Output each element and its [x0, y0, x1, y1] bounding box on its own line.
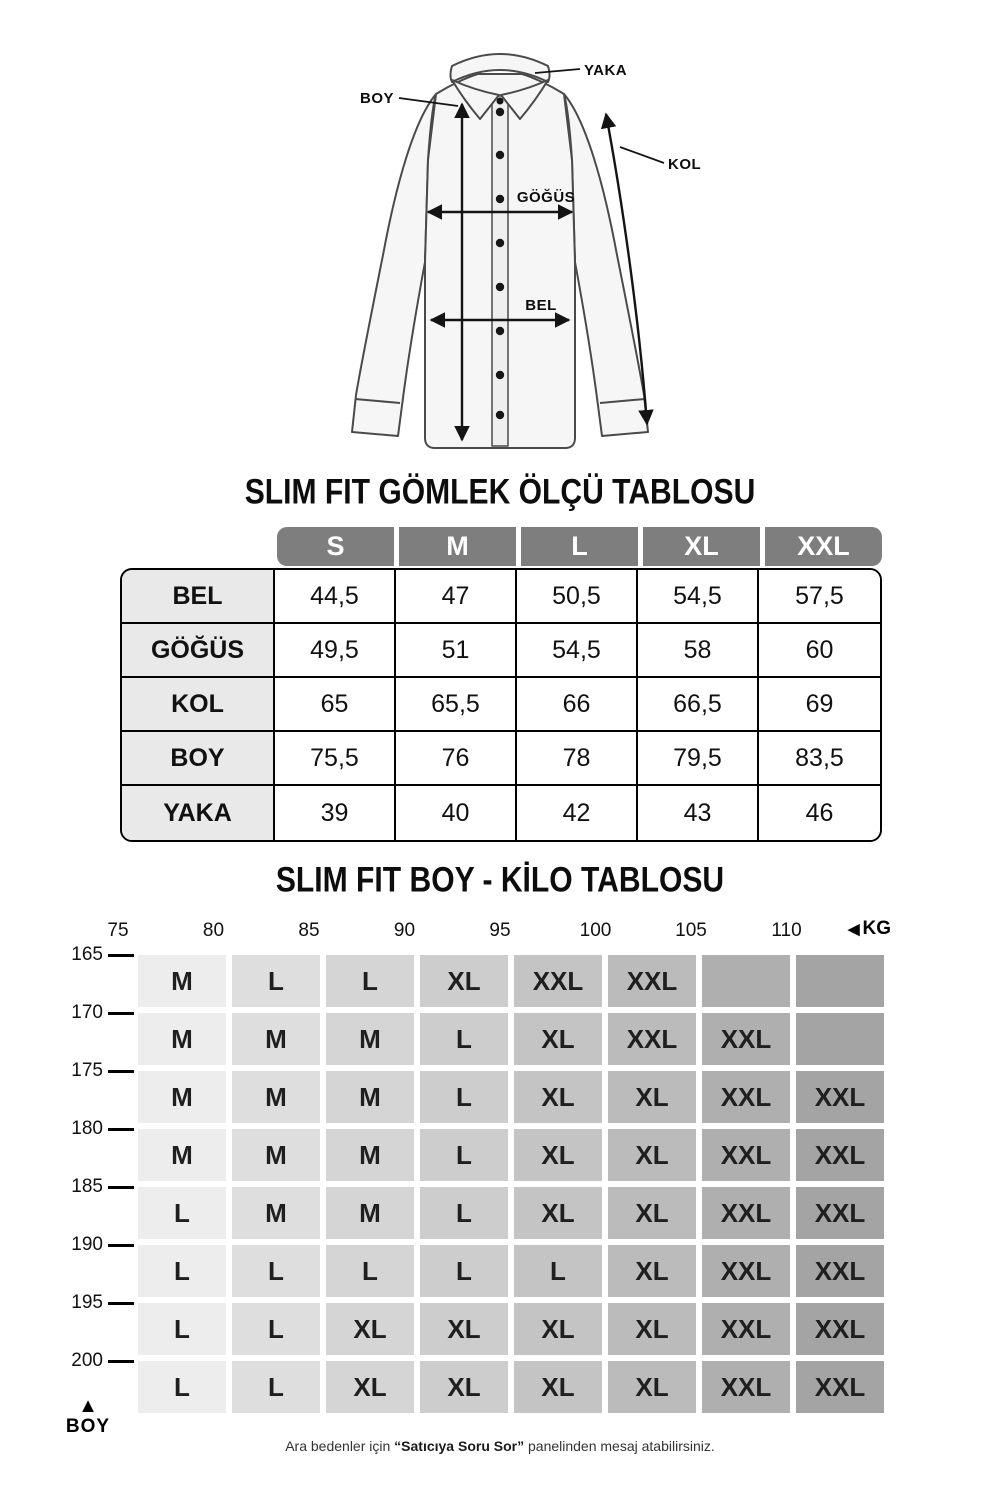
weight-grid-cell: M [232, 1187, 320, 1239]
weight-grid-cell: XXL [796, 1361, 884, 1413]
size-col-header: XL [643, 527, 760, 566]
weight-grid-cell: XL [608, 1129, 696, 1181]
size-table-header [277, 527, 882, 566]
size-value-cell: 79,5 [638, 732, 759, 786]
kol-leader-line [620, 147, 664, 163]
height-tick-label: 175 [71, 1060, 103, 1081]
weight-grid-cell: M [232, 1071, 320, 1123]
weight-grid-cell: XL [514, 1013, 602, 1065]
size-value-cell: 39 [275, 786, 396, 840]
yaka-label: YAKA [584, 62, 628, 79]
weight-grid-cell: XL [608, 1245, 696, 1297]
height-tick-label: 165 [71, 944, 103, 965]
weight-grid-cell: L [138, 1187, 226, 1239]
weight-grid-cell: L [138, 1303, 226, 1355]
height-tick [61, 1350, 134, 1372]
weight-grid-cell: XXL [608, 1013, 696, 1065]
size-value-cell: 76 [396, 732, 517, 786]
kg-arrow-left-icon: ◀ [848, 921, 860, 938]
weight-grid-cell: M [138, 1071, 226, 1123]
size-row-label: BOY [122, 732, 275, 786]
size-row-label: GÖĞÜS [122, 624, 275, 678]
weight-grid-cell: XXL [702, 1129, 790, 1181]
weight-grid-cell: L [420, 1071, 508, 1123]
kg-tick-label: 85 [298, 920, 320, 941]
weight-grid-cell: L [514, 1245, 602, 1297]
size-value-cell: 66,5 [638, 678, 759, 732]
size-value-cell: 44,5 [275, 570, 396, 624]
weight-grid-cell: L [420, 1129, 508, 1181]
size-value-cell: 65,5 [396, 678, 517, 732]
shirt-left-sleeve [352, 94, 436, 436]
kg-tick-label: 110 [771, 920, 802, 941]
bel-label: BEL [525, 297, 557, 314]
size-value-cell: 49,5 [275, 624, 396, 678]
height-tick-mark [108, 1360, 134, 1363]
weight-grid-cell: L [232, 1303, 320, 1355]
weight-grid-cell: XXL [796, 1303, 884, 1355]
weight-grid-empty-cell [796, 955, 884, 1007]
size-value-cell: 60 [759, 624, 880, 678]
footer-note [0, 1438, 1000, 1454]
size-value-cell: 40 [396, 786, 517, 840]
shirt-placket [492, 96, 508, 446]
footer-text-suffix: panelinden mesaj atabilirsiniz. [524, 1438, 715, 1454]
weight-grid-cell: XXL [702, 1361, 790, 1413]
weight-grid-cell: XL [608, 1361, 696, 1413]
weight-grid-empty-cell [702, 955, 790, 1007]
kg-tick-label: 75 [107, 920, 129, 941]
weight-chart-title: SLIM FIT BOY - KİLO TABLOSU [275, 859, 725, 900]
height-axis [58, 944, 134, 1415]
kg-axis [107, 920, 864, 944]
weight-grid-cell: L [420, 1245, 508, 1297]
height-tick-label: 200 [71, 1350, 103, 1371]
kg-tick-label: 90 [393, 920, 416, 941]
kg-axis-label [848, 918, 891, 940]
size-value-cell: 69 [759, 678, 880, 732]
shirt-measurement-diagram [0, 0, 1000, 470]
gogus-label: GÖĞÜS [516, 189, 576, 206]
size-value-cell: 66 [517, 678, 638, 732]
weight-grid-cell: XL [420, 1361, 508, 1413]
weight-grid-cell: XL [608, 1071, 696, 1123]
shirt-right-sleeve [564, 94, 648, 436]
height-tick-label: 195 [71, 1292, 103, 1313]
weight-grid-cell: XL [420, 955, 508, 1007]
weight-grid-cell: XXL [514, 955, 602, 1007]
weight-grid-cell: M [326, 1013, 414, 1065]
size-col-header: M [399, 527, 516, 566]
weight-grid-cell: L [138, 1361, 226, 1413]
weight-grid-cell: M [232, 1013, 320, 1065]
height-tick-mark [108, 954, 134, 957]
weight-grid-cell: XXL [702, 1071, 790, 1123]
height-tick-label: 170 [71, 1002, 103, 1023]
height-tick-mark [108, 1070, 134, 1073]
kg-axis-label-text: KG [862, 918, 892, 939]
weight-grid-cell: L [326, 955, 414, 1007]
weight-grid-cell: XXL [796, 1129, 884, 1181]
height-tick [61, 1002, 134, 1024]
weight-grid-cell: L [138, 1245, 226, 1297]
size-row-label: BEL [122, 570, 275, 624]
height-tick [61, 944, 134, 966]
weight-grid-cell: XXL [796, 1245, 884, 1297]
height-tick-mark [108, 1012, 134, 1015]
weight-grid-cell: L [420, 1187, 508, 1239]
size-value-cell: 83,5 [759, 732, 880, 786]
size-value-cell: 57,5 [759, 570, 880, 624]
weight-grid-cell: XL [514, 1303, 602, 1355]
weight-grid-cell: L [232, 955, 320, 1007]
weight-grid-cell: XL [420, 1303, 508, 1355]
weight-grid-cell: XXL [702, 1245, 790, 1297]
size-value-cell: 54,5 [517, 624, 638, 678]
height-tick-label: 185 [71, 1176, 103, 1197]
size-table [120, 568, 882, 842]
weight-grid [138, 955, 884, 1413]
weight-grid-cell: XXL [796, 1071, 884, 1123]
weight-grid-cell: XL [608, 1303, 696, 1355]
weight-grid-cell: L [232, 1361, 320, 1413]
size-row-label: KOL [122, 678, 275, 732]
height-tick [61, 1234, 134, 1256]
size-value-cell: 58 [638, 624, 759, 678]
weight-grid-cell: M [326, 1187, 414, 1239]
size-value-cell: 51 [396, 624, 517, 678]
kg-tick-label: 80 [202, 920, 225, 941]
height-tick-label: 180 [71, 1118, 103, 1139]
weight-grid-cell: XXL [796, 1187, 884, 1239]
weight-grid-cell: M [326, 1071, 414, 1123]
weight-grid-cell: XXL [702, 1013, 790, 1065]
size-col-header: XXL [765, 527, 882, 566]
weight-grid-cell: L [326, 1245, 414, 1297]
height-tick-mark [108, 1244, 134, 1247]
weight-grid-cell: XL [326, 1303, 414, 1355]
weight-grid-cell: L [420, 1013, 508, 1065]
size-value-cell: 78 [517, 732, 638, 786]
kg-tick-label: 100 [579, 920, 612, 941]
size-col-header: L [521, 527, 638, 566]
weight-grid-cell: XXL [702, 1303, 790, 1355]
size-value-cell: 46 [759, 786, 880, 840]
boy-arrow-up-icon: ▲ [78, 1395, 98, 1417]
weight-grid-cell: M [138, 1129, 226, 1181]
height-tick-mark [108, 1302, 134, 1305]
weight-grid-cell: XL [514, 1187, 602, 1239]
boy-label: BOY [360, 90, 395, 107]
size-table-title: SLIM FIT GÖMLEK ÖLÇÜ TABLOSU [244, 471, 756, 512]
size-value-cell: 54,5 [638, 570, 759, 624]
size-col-header: S [277, 527, 394, 566]
height-tick [61, 1118, 134, 1140]
height-tick [61, 1060, 134, 1082]
footer-bold-text: “Satıcıya Soru Sor” [394, 1438, 525, 1454]
weight-grid-empty-cell [796, 1013, 884, 1065]
height-tick-mark [108, 1128, 134, 1131]
size-value-cell: 65 [275, 678, 396, 732]
boy-axis-label-text: BOY [65, 1416, 111, 1437]
kg-tick-label: 95 [489, 920, 511, 941]
height-tick [61, 1176, 134, 1198]
weight-grid-cell: XXL [608, 955, 696, 1007]
footer-text-prefix: Ara bedenler için [285, 1438, 395, 1454]
kol-label: KOL [668, 156, 702, 173]
weight-grid-cell: L [232, 1245, 320, 1297]
size-value-cell: 43 [638, 786, 759, 840]
boy-axis-label [58, 1396, 118, 1437]
weight-grid-cell: XXL [702, 1187, 790, 1239]
size-value-cell: 50,5 [517, 570, 638, 624]
size-value-cell: 42 [517, 786, 638, 840]
weight-grid-cell: XL [514, 1071, 602, 1123]
weight-grid-cell: M [138, 1013, 226, 1065]
kg-tick-label: 105 [675, 920, 707, 941]
height-tick-label: 190 [71, 1234, 103, 1255]
weight-grid-cell: M [232, 1129, 320, 1181]
height-tick [61, 1292, 134, 1314]
size-value-cell: 47 [396, 570, 517, 624]
size-row-label: YAKA [122, 786, 275, 840]
weight-grid-cell: M [138, 955, 226, 1007]
weight-grid-cell: M [326, 1129, 414, 1181]
weight-grid-cell: XL [326, 1361, 414, 1413]
height-tick-mark [108, 1186, 134, 1189]
weight-grid-cell: XL [608, 1187, 696, 1239]
weight-grid-cell: XL [514, 1361, 602, 1413]
size-value-cell: 75,5 [275, 732, 396, 786]
weight-grid-cell: XL [514, 1129, 602, 1181]
